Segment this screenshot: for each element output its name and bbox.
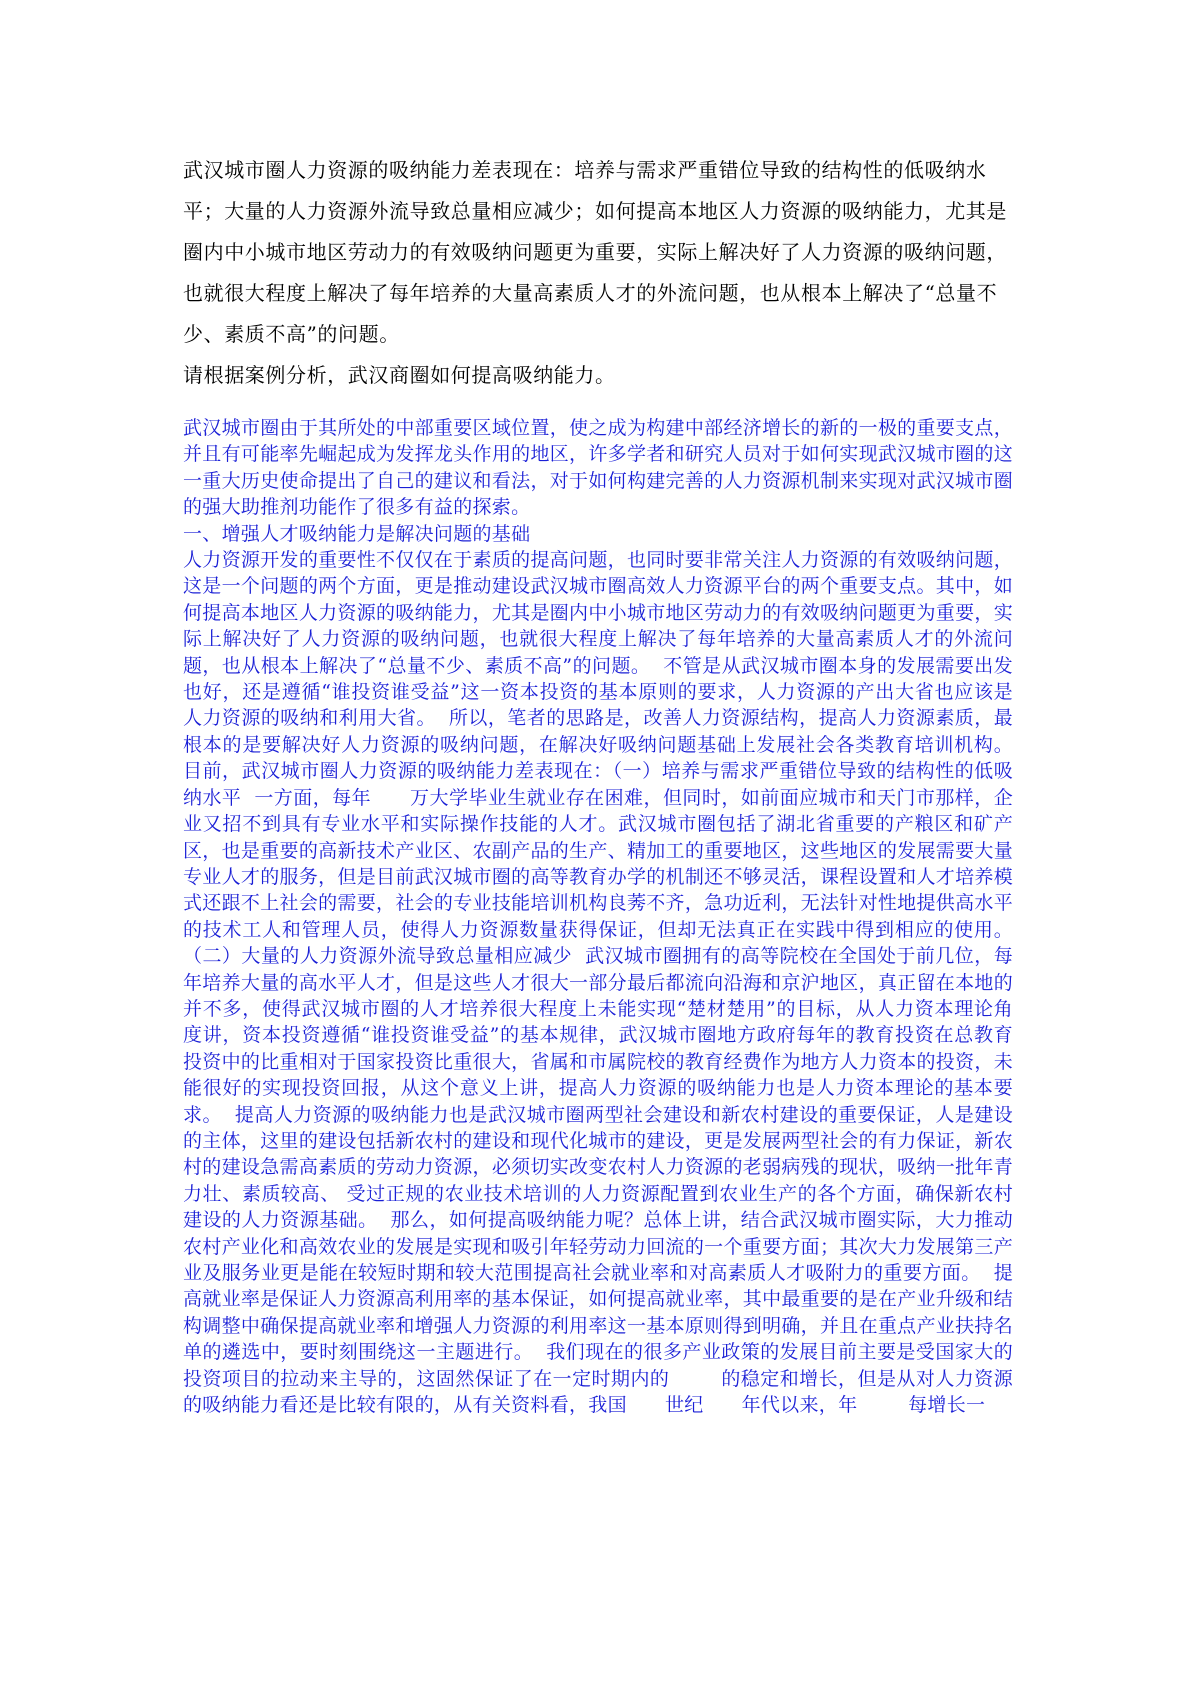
question-prompt: 请根据案例分析，武汉商圈如何提高吸纳能力。 (183, 363, 616, 387)
answer-intro: 武汉城市圈由于其所处的中部重要区域位置，使之成为构建中部经济增长的新的一极的重要支点，并且有可能率先崛起成为发挥龙头作用的地区，许多学者和研究人员对于如何实现武汉城市圈的这一重大历史使命提出了自己的建议和看法，对于如何构建完善的人力资源机制来实现对武汉城市圈的强大助推剂功能作了很多有益的探索。 (183, 417, 1013, 519)
question-body: 武汉城市圈人力资源的吸纳能力差表现在：培养与需求严重错位导致的结构性的低吸纳水平；大量的人力资源外流导致总量相应减少；如何提高本地区人力资源的吸纳能力，尤其是圈内中小城市地区劳动力的有效吸纳问题更为重要，实际上解决好了人力资源的吸纳问题，也就很大程度上解决了每年培养的大量高素质人才的外流问题，也从根本上解决了“总量不少、素质不高”的问题。 (183, 158, 1007, 346)
answer-block (183, 415, 1026, 1418)
answer-heading: 一、增强人才吸纳能力是解决问题的基础 (183, 522, 531, 545)
question-block (183, 150, 1013, 396)
answer-body: 人力资源开发的重要性不仅仅在于素质的提高问题，也同时要非常关注人力资源的有效吸纳问题，这是一个问题的两个方面，更是推动建设武汉城市圈高效人力资源平台的两个重要支点。其中，如何提高本地区人力资源的吸纳能力，尤其是圈内中小城市地区劳动力的有效吸纳问题更为重要，实际上解决好了人力资源的吸纳问题，也就很大程度上解决了每年培养的大量高素质人才的外流问题，也从根本上解决了“总量不少、素质不高”的问题。 不管是从武汉城市圈本身的发展需要出发也好，还是遵循“谁投资谁受益”这一资本投资的基本原则的要求，人力资源的产出大省也应该是人力资源的吸纳和利用大省。 所以，笔者的思路是，改善人力资源结构，提高人力资源素质，最根本的是要解决好人力资源的吸纳问题，在解决好吸纳问题基础上发展社会各类教育培训机构。 目前，武汉城市圈人力资源的吸纳能力差表现在：（一）培养与需求严重错位导致的结构性的低吸纳水平 一方面，每年 万大学毕业生就业存在困难，但同时，如前面应城市和天门市那样，企业又招不到具有专业水平和实际操作技能的人才。武汉城市圈包括了湖北省重要的产粮区和矿产区，也是重要的高新技术产业区、农副产品的生产、精加工的重要地区，这些地区的发展需要大量专业人才的服务，但是目前武汉城市圈的高等教育办学的机制还不够灵活，课程设置和人才培养模式还跟不上社会的需要，社会的专业技能培训机构良莠不齐，急功近利，无法针对性地提供高水平的技术工人和管理人员，使得人力资源数量获得保证，但却无法真正在实践中得到相应的使用。 （二）大量的人力资源外流导致总量相应减少 武汉城市圈拥有的高等院校在全国处于前几位，每年培养大量的高水平人才，但是这些人才很大一部分最后都流向沿海和京沪地区，真正留在本地的并不多，使得武汉城市圈的人才培养很大程度上未能实现“楚材楚用”的目标，从人力资本理论角度讲，资本投资遵循“谁投资谁受益”的基本规律，武汉城市圈地方政府每年的教育投资在总教育投资中的比重相对于国家投资比重很大，省属和市属院校的教育经费作为地方人力资本的投资，未能很好的实现投资回报，从这个意义上讲，提高人力资源的吸纳能力也是人力资本理论的基本要求。 提高人力资源的吸纳能力也是武汉城市圈两型社会建设和新农村建设的重要保证，人是建设的主体，这里的建设包括新农村的建设和现代化城市的建设，更是发展两型社会的有力保证，新农村的建设急需高素质的劳动力资源，必须切实改变农村人力资源的老弱病残的现状，吸纳一批年青力壮、素质较高、 受过正规的农业技术培训的人力资源配置到农业生产的各个方面，确保新农村建设的人力资源基础。 那么，如何提高吸纳能力呢？总体上讲，结合武汉城市圈实际，大力推动农村产业化和高效农业的发展是实现和吸引年轻劳动力回流的一个重要方面；其次大力发展第三产业及服务业更是能在较短时期和较大范围提高社会就业率和对高素质人才吸附力的重要方面。 提高就业率是保证人力资源高利用率的基本保证，如何提高就业率，其中最重要的是在产业升级和结构调整中确保提高就业率和增强人力资源的利用率这一基本原则得到明确，并且在重点产业扶持名单的遴选中，要时刻围绕这一主题进行。 我们现在的很多产业政策的发展目前主要是受国家大的投资项目的拉动来主导的，这固然保证了在一定时期内的 的稳定和增长，但是从对人力资源的吸纳能力看还是比较有限的，从有关资料看，我国 世纪 年代以来，年 每增长一 (183, 549, 1026, 1417)
